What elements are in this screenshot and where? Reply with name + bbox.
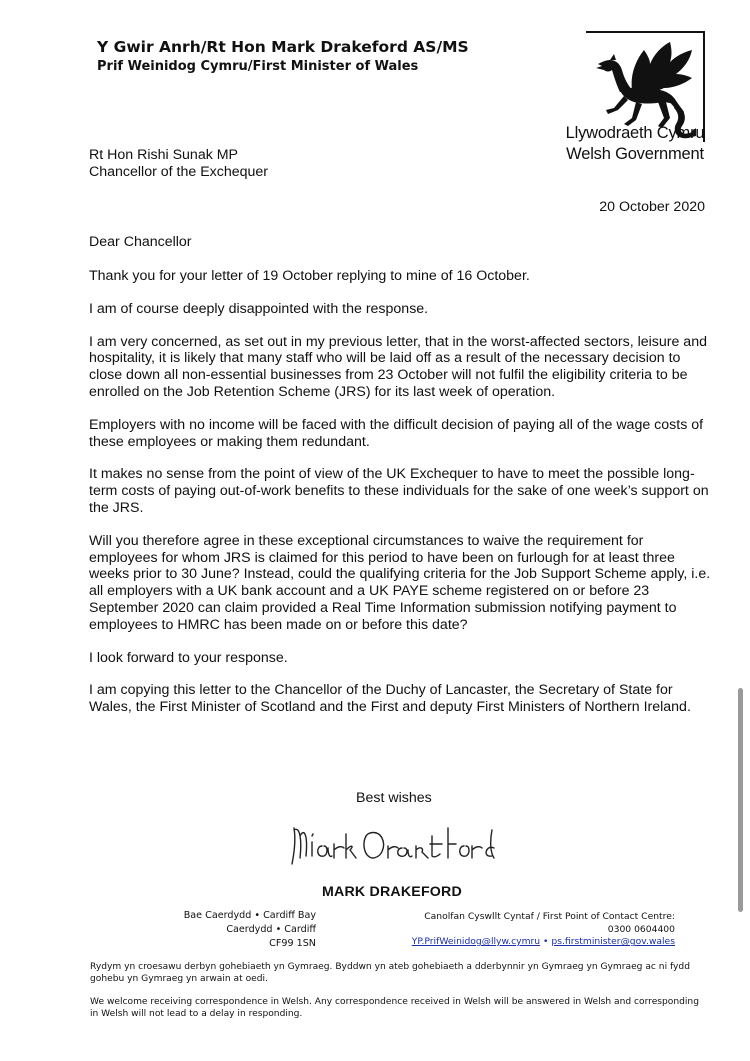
email-separator: • [543,936,549,948]
address-line: Caerdydd • Cardiff [226,924,316,935]
welsh-language-notice-english: We welcome receiving correspondence in Welsh. Any correspondence received in Welsh will be answered in Welsh and corresponding in Welsh will not lead to a delay in responding. [90,997,699,1019]
address-line: CF99 1SN [269,938,316,949]
vertical-scrollbar[interactable] [738,688,743,912]
contact-label: Canolfan Cyswllt Cyntaf / First Point of Contact Centre: [424,911,675,922]
contact-phone: 0300 0604400 [607,923,675,935]
body-paragraph: I am of course deeply disappointed with the response. [89,300,429,317]
signoff: Best wishes [356,790,432,806]
recipient-block [89,147,268,181]
sender-name-line: Y Gwir Anrh/Rt Hon Mark Drakeford AS/MS [97,38,469,56]
postal-address [150,909,316,951]
sender-title-line: Prif Weinidog Cymru/First Minister of Wales [97,59,419,74]
welsh-email-link[interactable]: YP.PrifWeinidog@llyw.cymru [411,936,541,948]
recipient-name: Rt Hon Rishi Sunak MP [89,147,239,163]
welsh-government-logo [560,30,710,180]
english-email-link[interactable]: ps.firstminister@gov.wales [551,936,675,948]
address-line: Bae Caerdydd • Cardiff Bay [183,910,316,921]
welsh-language-notice-welsh: Rydym yn croesawu derbyn gohebiaeth yn Gymraeg. Byddwn yn ateb gohebiaeth a dderbynnir yn Gymraeg yn Gymraeg ac ni fydd gohebu yn Gymraeg yn arwain at oedi. [90,962,690,984]
body-paragraph: It makes no sense from the point of view of the UK Exchequer to have to meet the possible long-term costs of paying out-of-work benefits to these individuals for the sake of one week’s support on the JRS. [89,466,709,516]
salutation: Dear Chancellor [89,234,192,250]
logo-wordmark [560,124,710,164]
signer-name: MARK DRAKEFORD [322,884,462,900]
logo-welsh-name: Llywodraeth Cymru [565,124,705,142]
recipient-title: Chancellor of the Exchequer [89,164,269,180]
body-paragraph: I am copying this letter to the Chancellor of the Duchy of Lancaster, the Secretary of State for Wales, the First Minister of Scotland and the First and deputy First Ministers of Northern Ireland. [89,682,691,716]
body-paragraph: I am very concerned, as set out in my previous letter, that in the worst-affected sectors, leisure and hospitality, it is likely that many staff who will be laid off as a result of the necessary decision to close down all non-essential businesses from 23 October will not fulfil the eligibility criteria to be enrolled on the Job Retention Scheme (JRS) for its last week of operation. [89,333,707,400]
contact-emails [380,936,675,949]
body-paragraph: Thank you for your letter of 19 October replying to mine of 16 October. [89,268,530,284]
letter-body [89,268,714,732]
logo-english-name: Welsh Government [566,145,704,163]
contact-block [380,911,675,949]
body-paragraph: I look forward to your response. [89,649,288,666]
letter-date: 20 October 2020 [599,199,705,215]
body-paragraph: Employers with no income will be faced with the difficult decision of paying all of the wage costs of these employees or making them redundant. [89,416,704,450]
handwritten-signature [282,806,512,876]
body-paragraph: Will you therefore agree in these exceptional circumstances to waive the requirement for employees for whom JRS is claimed for this period to have been on furlough for at least three weeks prior to 30 June? Instead, could the qualifying criteria for the Job Support Scheme apply, i.e. all employers with a UK bank account and a UK PAYE scheme registered on or before 23 September 2020 can claim provided a Real Time Information submission notifying payment to employees to HMRC has been made on or before this date? [89,532,711,633]
